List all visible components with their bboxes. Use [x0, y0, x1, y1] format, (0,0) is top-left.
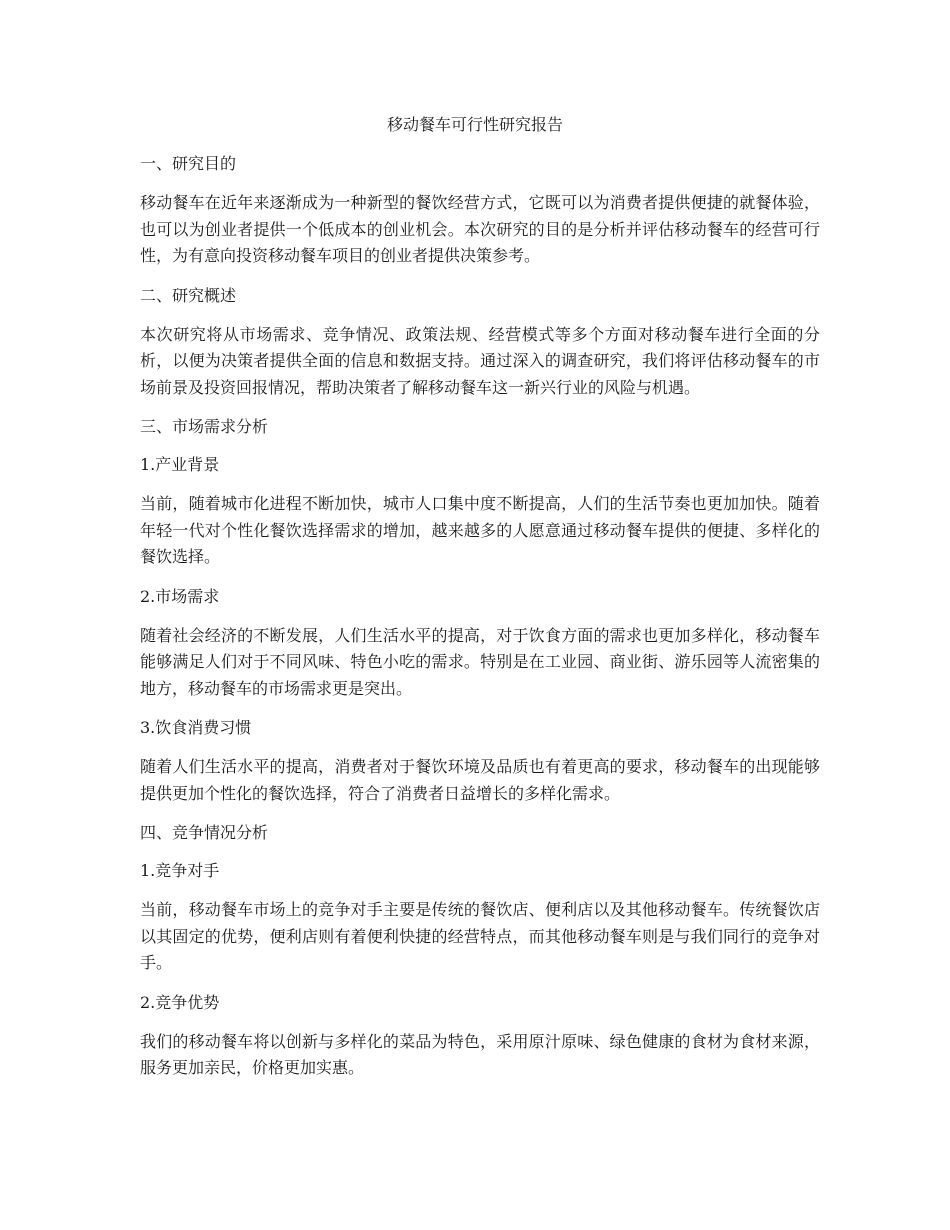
subsection-heading-competitors: 1.竞争对手: [140, 861, 220, 880]
subsection-heading-advantages: 2.竞争优势: [140, 992, 220, 1012]
document-body: [140, 152, 820, 1096]
section-paragraph-overview: 本次研究将从市场需求、竞争情况、政策法规、经营模式等多个方面对移动餐车进行全面的分析，以便为决策者提供全面的信息和数据支持。通过深入的调查研究，我们将评估移动餐车的市场前景及投资回报情况，帮助决策者了解移动餐车这一新兴行业的风险与机遇。: [140, 324, 820, 397]
section-heading-purpose: 一、研究目的: [140, 154, 237, 173]
section-paragraph-purpose: 移动餐车在近年来逐渐成为一种新型的餐饮经营方式，它既可以为消费者提供便捷的就餐体验，也可以为创业者提供一个低成本的创业机会。本次研究的目的是分析并评估移动餐车的经营可行性，为有意向投资移动餐车项目的创业者提供决策参考。: [140, 193, 820, 265]
subsection-paragraph-advantages: 我们的移动餐车将以创新与多样化的菜品为特色，采用原汁原味、绿色健康的食材为食材来源，服务更加亲民，价格更加实惠。: [140, 1031, 820, 1077]
section-heading-market-demand: 三、市场需求分析: [140, 417, 269, 436]
subsection-heading-market-need: 2.市场需求: [140, 586, 220, 606]
subsection-heading-consumption-habits: 3.饮食消费习惯: [140, 718, 252, 737]
section-heading-overview: 二、研究概述: [140, 285, 237, 305]
section-heading-competition: 四、竞争情况分析: [140, 823, 269, 842]
subsection-paragraph-industry-background: 当前，随着城市化进程不断加快，城市人口集中度不断提高，人们的生活节奏也更加加快。随着年轻一代对个性化餐饮选择需求的增加，越来越多的人愿意通过移动餐车提供的便捷、多样化的餐饮选择。: [140, 494, 820, 566]
subsection-heading-industry-background: 1.产业背景: [140, 455, 220, 474]
subsection-paragraph-consumption-habits: 随着人们生活水平的提高，消费者对于餐饮环境及品质也有着更高的要求，移动餐车的出现能够提供更加个性化的餐饮选择，符合了消费者日益增长的多样化需求。: [140, 757, 820, 803]
subsection-paragraph-market-need: 随着社会经济的不断发展，人们生活水平的提高，对于饮食方面的需求也更加多样化，移动餐车能够满足人们对于不同风味、特色小吃的需求。特别是在工业园、商业街、游乐园等人流密集的地方，移动餐车的市场需求更是突出。: [140, 625, 820, 698]
subsection-paragraph-competitors: 当前，移动餐车市场上的竞争对手主要是传统的餐饮店、便利店以及其他移动餐车。传统餐饮店以其固定的优势，便利店则有着便利快捷的经营特点，而其他移动餐车则是与我们同行的竞争对手。: [140, 900, 820, 972]
document-title: 移动餐车可行性研究报告: [386, 115, 563, 134]
